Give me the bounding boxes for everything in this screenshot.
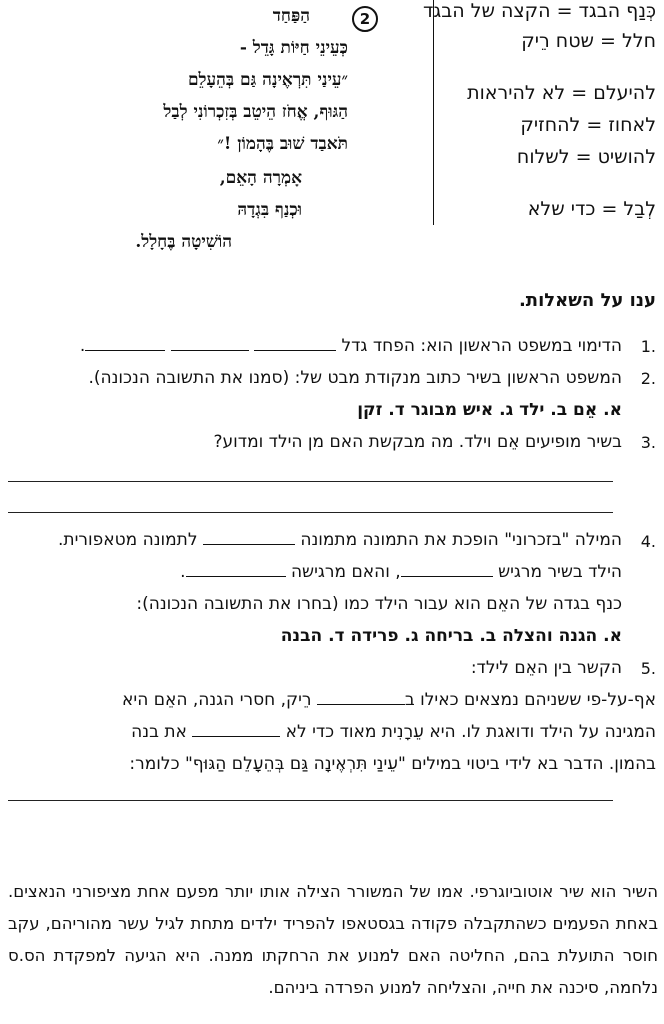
poem-line: אָמְרָה הָאֵם,: [219, 168, 302, 188]
question-3: בשיר מופיעים אֵם וילד. מה מבקשת האם מן הילד ומדוע?: [213, 432, 622, 452]
glossary-item: להיעלם = לא להיראות: [467, 82, 656, 104]
poem-line: ״עֵינַי תִּרְאֶינָה גַּם בְּהֵעָלֵם: [187, 70, 348, 90]
poem-line: וּכְנַף בִּגְדָהּ: [237, 200, 302, 220]
questions-heading: ענו על השאלות.: [518, 290, 656, 311]
question-5-title: הקשר בין האֵם לילד:: [470, 658, 622, 678]
answer-blank[interactable]: [401, 562, 493, 577]
poem-line: כְּעֵינֵי חַיּוֹת גָּדֵל -: [239, 38, 348, 58]
answer-blank[interactable]: [85, 336, 165, 351]
glossary-box: [423, 0, 664, 225]
answer-line[interactable]: [8, 481, 613, 482]
poem-line: הוֹשִׁיטָה בֶּחָלָל.: [135, 232, 232, 252]
glossary-item: כְּנַף הבגד = הקצה של הבגד: [423, 0, 656, 22]
answer-line[interactable]: [8, 512, 613, 513]
question-1: הדימוי במשפט הראשון הוא: הפחד גדל .: [79, 336, 622, 356]
question-4-line-2: הילד בשיר מרגיש , והאם מרגישה .: [180, 562, 622, 582]
question-4-line-3: כנף בגדה של האֵם הוא עבור הילד כמו (בחרו את התשובה הנכונה):: [136, 594, 622, 614]
background-paragraph: השיר הוא שיר אוטוביוגרפי. אמו של המשורר הצילה אותו יותר מפעם אחת מציפורני הנאצים. באחת הפעמים כשהתקבלה פקודה בגסטאפו להפריד ילדים מתחת לגיל עשר מהוריהם, עקב חוסר התועלת בהם, החליטה האם למנוע את הרחקתו ממנה. היא הגיעה למפקדת הס.ס נלחמה, סיכנה את חייה, והצליחה למנוע הפרדה ביניהם.: [8, 882, 658, 997]
answer-blank[interactable]: [186, 562, 286, 577]
poem-line: תֹּאבַד שׁוּב בֶּהָמוֹן !״: [217, 134, 348, 154]
answer-blank[interactable]: [203, 530, 295, 545]
glossary-item: חלל = שטח רֵיק: [521, 30, 656, 52]
answer-blank[interactable]: [171, 336, 249, 351]
answer-options[interactable]: א. הגנה והצלה ב. בריחה ג. פרידה ד. הבנה: [280, 626, 622, 646]
question-number: 5.: [640, 659, 656, 678]
question-number: 2.: [640, 369, 656, 388]
question-number: 3.: [640, 433, 656, 452]
question-5-line-2: המגינה על הילד ודואגת לו. היא עֵרָנִית מאוד כדי לא את בנה: [131, 722, 656, 742]
question-text: הדימוי במשפט הראשון הוא: הפחד גדל: [341, 336, 622, 356]
poem-title: הַפַּחַד: [272, 6, 310, 26]
answer-options[interactable]: א. אֵם ב. ילד ג. איש מבוגר ד. זקן: [357, 400, 622, 420]
question-2: המשפט הראשון בשיר כתוב מנקודת מבט של: (סמנו את התשובה הנכונה).: [88, 368, 622, 388]
answer-blank[interactable]: [254, 336, 336, 351]
question-number: 1.: [640, 337, 656, 356]
question-number: 4.: [640, 532, 656, 551]
glossary-item: להושיט = לשלוח: [516, 146, 656, 168]
glossary-item: לְבַל = כדי שלא: [527, 198, 656, 220]
number-badge: 2: [352, 6, 378, 32]
answer-blank[interactable]: [192, 722, 280, 737]
question-5-line-3: בהמון. הדבר בא לידי ביטוי במילים "עֵינַי תִּרְאֶינָה גַּם בְּהֵעָלֵם הַגּוּף" כלומר:: [129, 754, 656, 774]
question-4-line-1: המילה "בזכרוני" הופכת את התמונה מתמונה לתמונה מטאפורית.: [58, 530, 622, 550]
glossary-item: לאחוז = להחזיק: [520, 114, 656, 136]
answer-blank[interactable]: [317, 690, 405, 705]
answer-line[interactable]: [8, 800, 613, 801]
poem-line: הַגּוּף, אֱחֹז הֵיטֵב בְּזִכְרוֹנִי לְבַל: [163, 102, 348, 122]
question-5-line-1: אף-על-פי ששניהם נמצאים כאילו ב רֵיק, חסרי הגנה, האֵם היא: [122, 690, 656, 710]
